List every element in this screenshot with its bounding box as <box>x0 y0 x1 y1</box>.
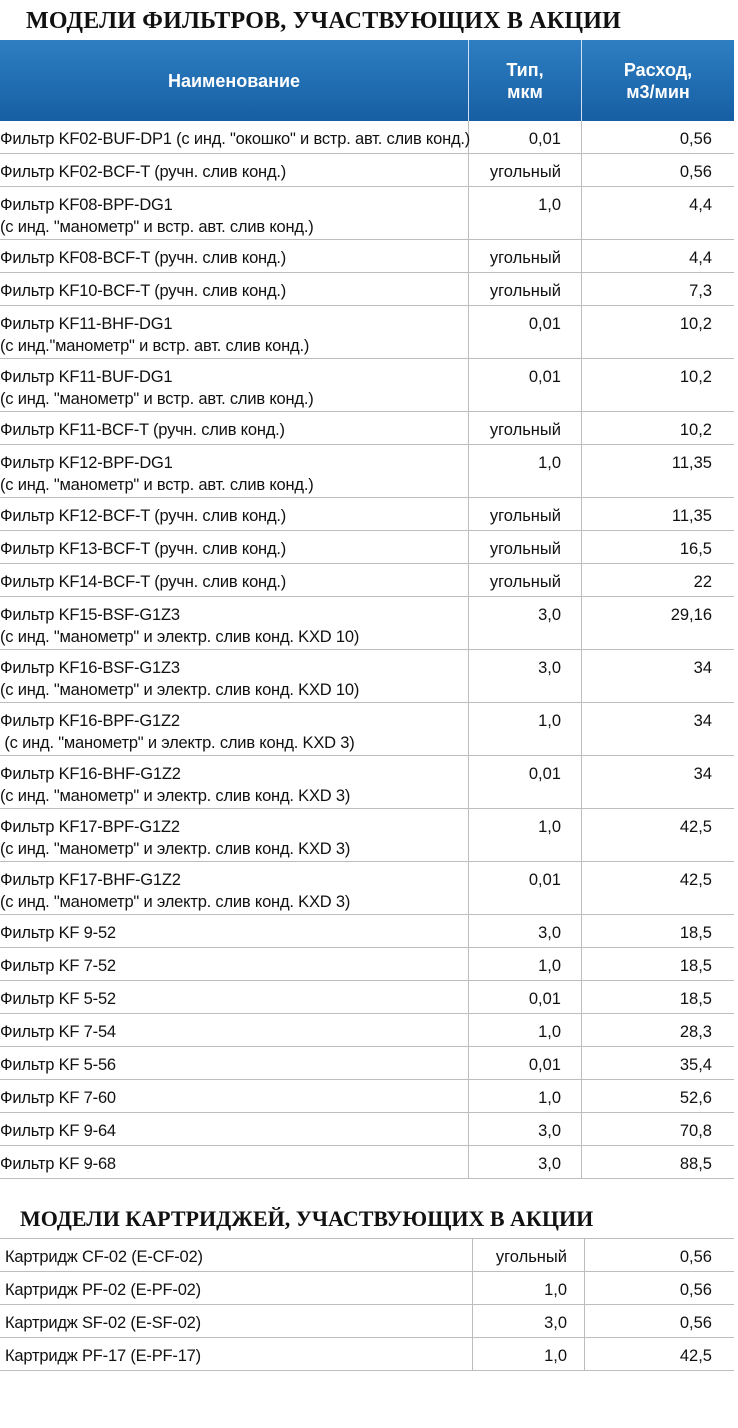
row-flow: 34 <box>693 712 712 730</box>
header-type <box>469 40 582 121</box>
row-flow: 0,56 <box>679 130 712 148</box>
row-type: угольный <box>489 163 561 181</box>
row-type: 0,01 <box>528 1056 561 1074</box>
row-name: Фильтр KF13-BCF-T (ручн. слив конд.) <box>0 540 287 558</box>
row-name: Фильтр KF 7-52 <box>0 957 116 975</box>
row-name: Фильтр KF10-BCF-T (ручн. слив конд.) <box>0 282 287 300</box>
table-row <box>0 981 734 1014</box>
table-row <box>0 306 734 359</box>
row-name: Фильтр KF 7-60 <box>0 1089 116 1107</box>
row-type: угольный <box>489 249 561 267</box>
table-row <box>0 597 734 650</box>
table-row <box>0 915 734 948</box>
row-type: угольный <box>495 1248 567 1266</box>
row-type: угольный <box>489 540 561 558</box>
row-name: Фильтр KF02-BUF-DP1 (с инд. "окошко" и встр. авт. слив конд.) <box>0 130 471 148</box>
row-type: 1,0 <box>538 1023 561 1041</box>
row-name: Фильтр KF12-BCF-T (ручн. слив конд.) <box>0 507 287 525</box>
filters-title: МОДЕЛИ ФИЛЬТРОВ, УЧАСТВУЮЩИХ В АКЦИИ <box>26 8 622 34</box>
table-row <box>0 498 734 531</box>
table-row <box>0 1113 734 1146</box>
row-flow: 0,56 <box>679 1314 712 1332</box>
row-name: Фильтр KF 9-68 <box>0 1155 116 1173</box>
row-name: Фильтр KF08-BCF-T (ручн. слив конд.) <box>0 249 287 267</box>
table-row <box>0 564 734 597</box>
row-name: Фильтр KF 5-56 <box>0 1056 116 1074</box>
table-row <box>0 445 734 498</box>
row-flow: 34 <box>693 765 712 783</box>
table-row <box>0 862 734 915</box>
header-flow <box>582 40 734 121</box>
row-name: Фильтр KF16-BHF-G1Z2 (с инд. "манометр" и электр. слив конд. KXD 3) <box>0 765 351 805</box>
row-name: Фильтр KF11-BHF-DG1 (с инд."манометр" и встр. авт. слив конд.) <box>0 315 310 355</box>
row-flow: 0,56 <box>679 163 712 181</box>
row-type: 1,0 <box>538 818 561 836</box>
row-name: Картридж CF-02 (E-CF-02) <box>5 1248 203 1266</box>
row-flow: 0,56 <box>679 1281 712 1299</box>
row-type: 3,0 <box>538 659 561 677</box>
table-row <box>0 756 734 809</box>
row-flow: 88,5 <box>679 1155 712 1173</box>
row-name: Фильтр KF15-BSF-G1Z3 (с инд. "манометр" и электр. слив конд. KXD 10) <box>0 606 360 646</box>
row-flow: 4,4 <box>689 196 712 214</box>
row-flow: 0,56 <box>679 1248 712 1266</box>
row-type: 1,0 <box>538 454 561 472</box>
row-type: 1,0 <box>544 1347 567 1365</box>
filters-table <box>0 121 734 1179</box>
row-type: 1,0 <box>538 1089 561 1107</box>
row-type: 0,01 <box>528 368 561 386</box>
row-type: 0,01 <box>528 990 561 1008</box>
row-flow: 35,4 <box>679 1056 712 1074</box>
table-row <box>0 1305 734 1338</box>
table-row <box>0 1080 734 1113</box>
table-row <box>0 240 734 273</box>
table-row <box>0 187 734 240</box>
row-type: 0,01 <box>528 315 561 333</box>
row-flow: 4,4 <box>689 249 712 267</box>
row-flow: 22 <box>693 573 712 591</box>
row-type: 3,0 <box>538 606 561 624</box>
row-name: Фильтр KF08-BPF-DG1 (с инд. "манометр" и встр. авт. слив конд.) <box>0 196 314 236</box>
table-row <box>0 154 734 187</box>
row-type: угольный <box>489 421 561 439</box>
row-flow: 18,5 <box>679 924 712 942</box>
row-flow: 28,3 <box>679 1023 712 1041</box>
header-name: Наименование <box>0 40 469 121</box>
row-flow: 10,2 <box>679 315 712 333</box>
table-row <box>0 1047 734 1080</box>
table-row <box>0 703 734 756</box>
row-flow: 42,5 <box>679 818 712 836</box>
table-row <box>0 273 734 306</box>
row-flow: 52,6 <box>679 1089 712 1107</box>
row-flow: 18,5 <box>679 990 712 1008</box>
row-type: 0,01 <box>528 765 561 783</box>
row-name: Фильтр KF 5-52 <box>0 990 116 1008</box>
row-name: Фильтр KF11-BUF-DG1 (с инд. "манометр" и встр. авт. слив конд.) <box>0 368 314 408</box>
table-row <box>0 948 734 981</box>
row-name: Фильтр KF 9-52 <box>0 924 116 942</box>
row-name: Фильтр KF 9-64 <box>0 1122 116 1140</box>
cartridges-table <box>0 1238 734 1371</box>
row-type: 1,0 <box>538 712 561 730</box>
table-row <box>0 1272 734 1305</box>
header-type-line1: Тип, <box>506 59 544 80</box>
row-name: Фильтр KF17-BPF-G1Z2 (с инд. "манометр" и электр. слив конд. KXD 3) <box>0 818 351 858</box>
row-type: 3,0 <box>538 1155 561 1173</box>
table-row <box>0 121 734 154</box>
row-type: 1,0 <box>544 1281 567 1299</box>
row-flow: 42,5 <box>679 1347 712 1365</box>
table-row <box>0 1014 734 1047</box>
header-flow-line1: Расход, <box>623 59 693 80</box>
header-type-line2: мкм <box>507 81 543 102</box>
row-type: 1,0 <box>538 957 561 975</box>
table-header <box>0 40 734 121</box>
row-flow: 10,2 <box>679 421 712 439</box>
row-flow: 18,5 <box>679 957 712 975</box>
row-name: Фильтр KF02-BCF-T (ручн. слив конд.) <box>0 163 287 181</box>
row-flow: 11,35 <box>671 507 712 525</box>
row-flow: 11,35 <box>671 454 712 472</box>
table-row <box>0 531 734 564</box>
table-row <box>0 412 734 445</box>
row-type: 0,01 <box>528 871 561 889</box>
row-name: Картридж PF-02 (E-PF-02) <box>5 1281 201 1299</box>
row-name: Фильтр KF16-BPF-G1Z2 (с инд. "манометр" и электр. слив конд. KXD 3) <box>0 712 355 752</box>
row-flow: 29,16 <box>670 606 712 624</box>
row-name: Фильтр KF16-BSF-G1Z3 (с инд. "манометр" и электр. слив конд. KXD 10) <box>0 659 360 699</box>
row-type: 3,0 <box>544 1314 567 1332</box>
row-name: Фильтр KF17-BHF-G1Z2 (с инд. "манометр" и электр. слив конд. KXD 3) <box>0 871 351 911</box>
row-type: угольный <box>489 507 561 525</box>
row-flow: 10,2 <box>679 368 712 386</box>
table-row <box>0 1239 734 1272</box>
row-flow: 70,8 <box>679 1122 712 1140</box>
row-type: угольный <box>489 282 561 300</box>
row-name: Фильтр KF 7-54 <box>0 1023 116 1041</box>
row-type: 3,0 <box>538 924 561 942</box>
table-row <box>0 359 734 412</box>
row-type: угольный <box>489 573 561 591</box>
row-flow: 16,5 <box>679 540 712 558</box>
table-row <box>0 1146 734 1179</box>
cartridges-title: МОДЕЛИ КАРТРИДЖЕЙ, УЧАСТВУЮЩИХ В АКЦИИ <box>20 1206 594 1231</box>
table-row <box>0 650 734 703</box>
header-flow-line2: м3/мин <box>626 81 690 102</box>
table-row <box>0 809 734 862</box>
row-type: 1,0 <box>538 196 561 214</box>
row-flow: 42,5 <box>679 871 712 889</box>
table-row <box>0 1338 734 1371</box>
row-type: 3,0 <box>538 1122 561 1140</box>
row-flow: 34 <box>693 659 712 677</box>
row-flow: 7,3 <box>689 282 712 300</box>
row-name: Фильтр KF11-BCF-T (ручн. слив конд.) <box>0 421 285 439</box>
row-name: Фильтр KF12-BPF-DG1 (с инд. "манометр" и встр. авт. слив конд.) <box>0 454 314 494</box>
row-name: Фильтр KF14-BCF-T (ручн. слив конд.) <box>0 573 287 591</box>
row-name: Картридж PF-17 (E-PF-17) <box>5 1347 201 1365</box>
row-type: 0,01 <box>528 130 561 148</box>
row-name: Картридж SF-02 (E-SF-02) <box>5 1314 201 1332</box>
